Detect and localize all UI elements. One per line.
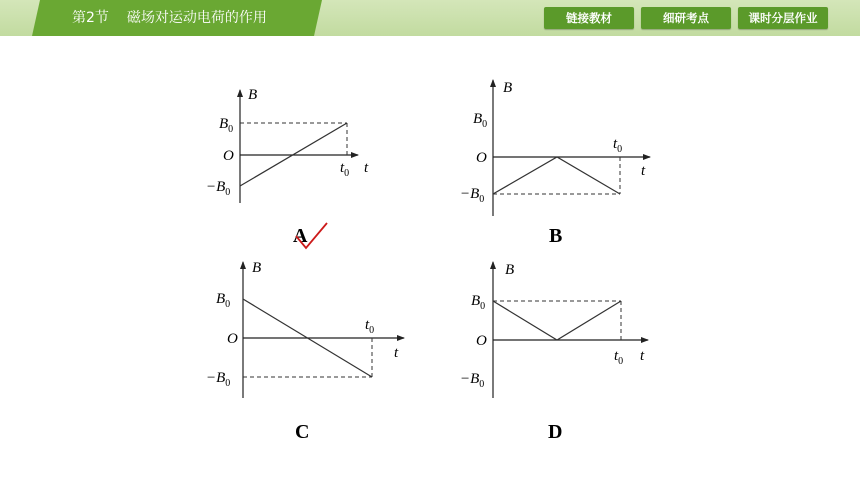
graph-d-x-label: t bbox=[640, 348, 645, 364]
graph-c-x-label: t bbox=[394, 345, 399, 361]
graph-c-origin-label: O bbox=[227, 331, 238, 347]
graph-a-y-label: B bbox=[248, 87, 258, 103]
option-d-label: D bbox=[548, 421, 563, 443]
graph-b-curve bbox=[493, 157, 620, 194]
graph-a-x-label: t bbox=[364, 160, 369, 176]
graph-a-t0-label: $t_0$ bbox=[340, 160, 350, 179]
study-points-button[interactable]: 细研考点 bbox=[641, 7, 731, 29]
option-c-label: C bbox=[295, 421, 310, 443]
graph-d-neg-b0-label: $-B_0$ bbox=[460, 371, 485, 390]
graph-b-neg-b0-label: $-B_0$ bbox=[460, 186, 485, 205]
graph-a-neg-b0-label: $-B_0$ bbox=[206, 179, 231, 198]
link-textbook-button[interactable]: 链接教材 bbox=[544, 7, 634, 29]
graph-d-t0-label: $t_0$ bbox=[614, 348, 624, 367]
graph-b-t0-label: $t_0$ bbox=[613, 136, 623, 155]
graph-d-b0-label: $B_0$ bbox=[471, 293, 486, 312]
graph-a-b0-label: $B_0$ bbox=[219, 116, 234, 135]
homework-button[interactable]: 课时分层作业 bbox=[738, 7, 828, 29]
graph-b-x-label: t bbox=[641, 163, 646, 179]
graph-c-t0-label: $t_0$ bbox=[365, 317, 375, 336]
option-b-label: B bbox=[549, 225, 563, 247]
graph-c-neg-b0-label: $-B_0$ bbox=[206, 370, 231, 389]
section-name: 磁场对运动电荷的作用 bbox=[126, 10, 267, 26]
section-number: 第2节 bbox=[72, 10, 109, 26]
graph-c-b0-label: $B_0$ bbox=[216, 291, 231, 310]
graph-d-curve bbox=[493, 301, 621, 340]
graph-d-origin-label: O bbox=[476, 333, 487, 349]
graph-b-b0-label: $B_0$ bbox=[473, 111, 488, 130]
graph-d bbox=[460, 262, 648, 443]
graph-a bbox=[206, 87, 369, 248]
graph-c bbox=[206, 260, 404, 443]
graph-a-origin-label: O bbox=[223, 148, 234, 164]
graph-b bbox=[460, 80, 650, 247]
graph-b-y-label: B bbox=[503, 80, 513, 96]
graph-c-y-label: B bbox=[252, 260, 262, 276]
graph-d-y-label: B bbox=[505, 262, 515, 278]
graph-b-origin-label: O bbox=[476, 150, 487, 166]
option-a-label: A bbox=[293, 225, 308, 247]
